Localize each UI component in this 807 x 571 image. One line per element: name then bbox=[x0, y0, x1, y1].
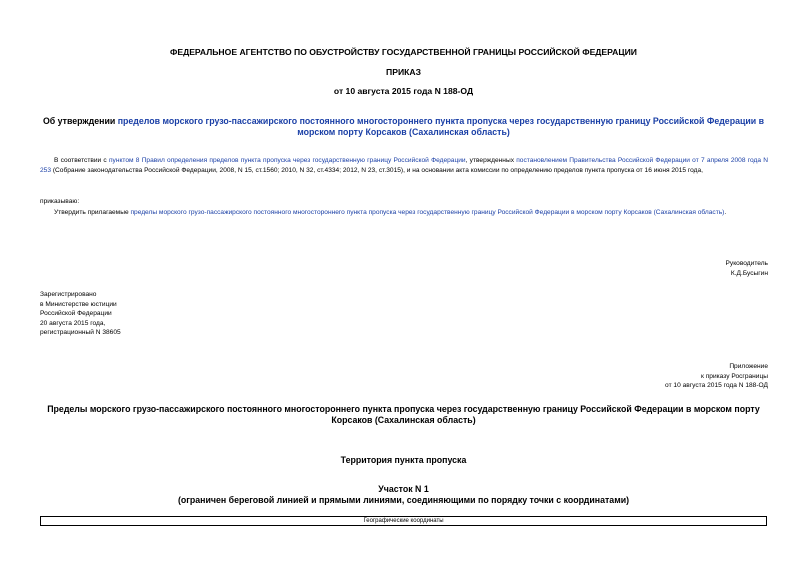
appendix-block bbox=[665, 362, 768, 391]
coordinates-table bbox=[40, 516, 767, 526]
limits-link[interactable]: пределы морского грузо-пассажирского постоянного многостороннего пункта пропуска через государственную границу Российской Федерации в морском порту Корсаков (Сахалинская область) bbox=[130, 209, 725, 216]
approve-paragraph bbox=[40, 208, 768, 218]
registration-line-2: в Министерстве юстиции bbox=[40, 300, 117, 308]
preamble-paragraph bbox=[40, 156, 768, 175]
registration-line-1: Зарегистрировано bbox=[40, 291, 97, 298]
section-title: Участок N 1 bbox=[378, 484, 429, 494]
appendix-title: Пределы морского грузо-пассажирского постоянного многостороннего пункта пропуска через государственную границу Российской Федерации в морском порту Корсаков (Сахалинская область) bbox=[47, 404, 760, 425]
government-resolution-link[interactable]: постановлением Правительства Российской Федерации от 7 апреля 2008 года N 253 bbox=[40, 157, 768, 174]
registration-line-3: Российской Федерации bbox=[40, 310, 112, 318]
approve-text-2: . bbox=[724, 209, 727, 216]
section-subtitle: (ограничен береговой линией и прямыми линиями, соединяющими по порядку точки с координатами) bbox=[177, 495, 630, 505]
doc-date: от 10 августа 2015 года N 188-ОД bbox=[333, 86, 474, 96]
preamble-text-1: В соответствии с bbox=[54, 157, 109, 164]
title-link[interactable]: пределов морского грузо-пассажирского постоянного многостороннего пункта пропуска через государственную границу Российской Федерации в морском порту Корсаков (Сахалинская область) bbox=[117, 116, 765, 137]
table-header-coordinates: Географические координаты bbox=[363, 518, 444, 524]
approve-text-1: Утвердить прилагаемые bbox=[54, 209, 131, 216]
preamble-text-2: , утвержденных bbox=[465, 157, 517, 164]
document-title bbox=[30, 116, 777, 138]
appendix-line-2: к приказу Росграницы bbox=[701, 372, 768, 380]
territory-heading: Территория пункта пропуска bbox=[340, 455, 467, 465]
signature-name: К.Д.Бусыгин bbox=[730, 269, 768, 277]
signature-block bbox=[726, 259, 768, 278]
preamble-text-3: (Собрание законодательства Российской Федерации, 2008, N 15, ст.1560; 2010, N 32, ст.4334; 2012, N 23, ст.3015), и на основании акта комиссии по определению пределов пункта пропуска от 16 июня 2015 года, bbox=[51, 166, 703, 174]
registration-line-4: 20 августа 2015 года, bbox=[40, 319, 106, 327]
signature-role: Руководитель bbox=[725, 260, 768, 267]
rules-link[interactable]: пунктом 8 Правил определения пределов пункта пропуска через государственную границу Российской Федерации bbox=[108, 157, 466, 164]
order-word: приказываю: bbox=[40, 198, 80, 205]
registration-block bbox=[40, 290, 121, 338]
title-prefix: Об утверждении bbox=[42, 116, 118, 126]
doc-type: ПРИКАЗ bbox=[386, 67, 421, 77]
appendix-line-1: Приложение bbox=[729, 363, 768, 370]
appendix-line-3: от 10 августа 2015 года N 188-ОД bbox=[665, 382, 768, 390]
registration-line-5: регистрационный N 38605 bbox=[40, 329, 121, 337]
agency-heading: ФЕДЕРАЛЬНОЕ АГЕНТСТВО ПО ОБУСТРОЙСТВУ ГОСУДАРСТВЕННОЙ ГРАНИЦЫ РОССИЙСКОЙ ФЕДЕРАЦИИ bbox=[170, 47, 637, 57]
